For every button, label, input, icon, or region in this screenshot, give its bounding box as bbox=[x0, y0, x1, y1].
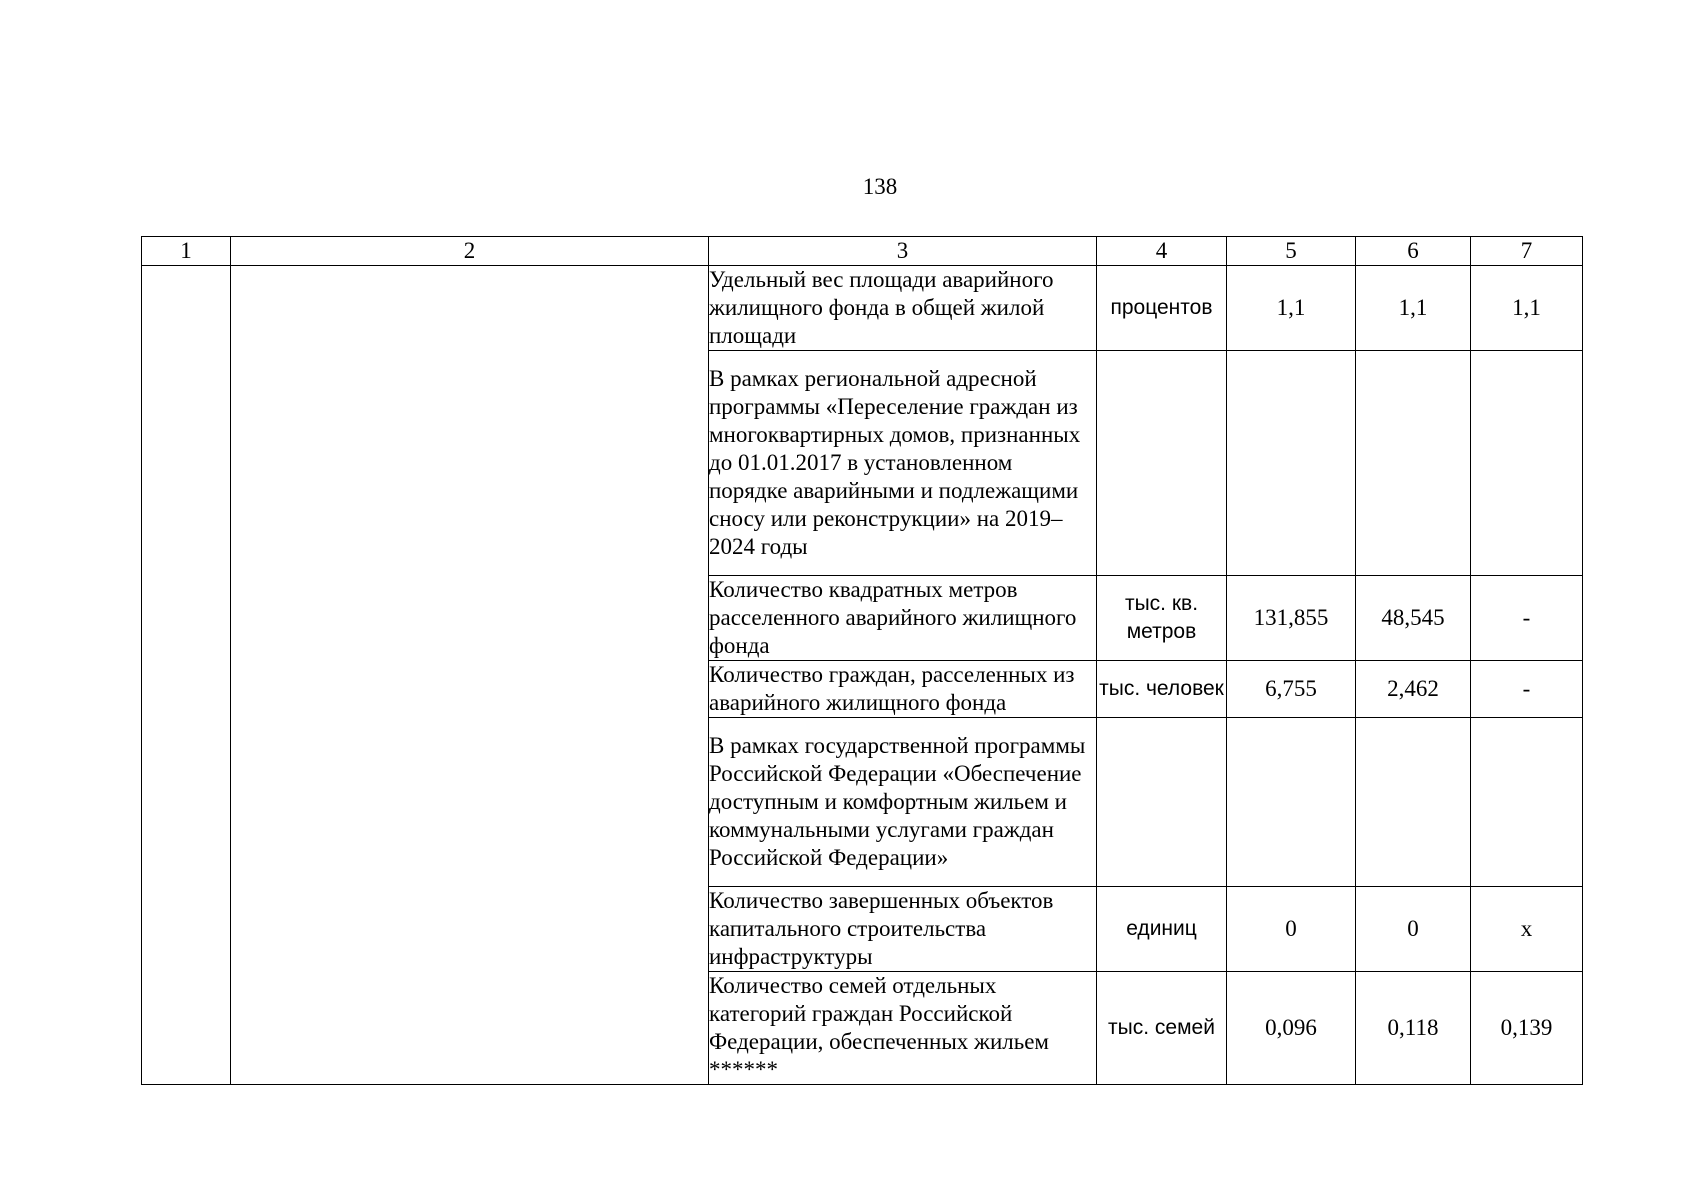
indicator-unit: тыс. кв. метров bbox=[1097, 576, 1227, 661]
value-col7 bbox=[1471, 351, 1583, 576]
header-cell-2: 2 bbox=[231, 237, 709, 266]
value-col6: 1,1 bbox=[1356, 266, 1471, 351]
indicator-unit: единиц bbox=[1097, 887, 1227, 972]
value-col7: - bbox=[1471, 661, 1583, 718]
indicator-description: Количество граждан, расселенных из аварийного жилищного фонда bbox=[709, 661, 1097, 718]
value-col5: 0 bbox=[1227, 887, 1356, 972]
indicator-unit bbox=[1097, 351, 1227, 576]
indicator-description: Количество квадратных метров расселенного аварийного жилищного фонда bbox=[709, 576, 1097, 661]
value-col5: 0,096 bbox=[1227, 972, 1356, 1085]
value-col6 bbox=[1356, 351, 1471, 576]
table-row bbox=[142, 266, 1583, 351]
indicator-description: Количество завершенных объектов капитального строительства инфраструктуры bbox=[709, 887, 1097, 972]
value-col7: - bbox=[1471, 576, 1583, 661]
value-col6: 0,118 bbox=[1356, 972, 1471, 1085]
value-col6: 48,545 bbox=[1356, 576, 1471, 661]
value-col6: 2,462 bbox=[1356, 661, 1471, 718]
value-col7: х bbox=[1471, 887, 1583, 972]
value-col7 bbox=[1471, 718, 1583, 887]
value-col6: 0 bbox=[1356, 887, 1471, 972]
page-number: 138 bbox=[862, 174, 898, 199]
indicator-description: Удельный вес площади аварийного жилищного фонда в общей жилой площади bbox=[709, 266, 1097, 351]
header-cell-1: 1 bbox=[142, 237, 231, 266]
header-cell-5: 5 bbox=[1227, 237, 1356, 266]
indicator-unit: тыс. человек bbox=[1097, 661, 1227, 718]
value-col7: 0,139 bbox=[1471, 972, 1583, 1085]
value-col7: 1,1 bbox=[1471, 266, 1583, 351]
indicator-table bbox=[141, 236, 1583, 1085]
section-heading: В рамках государственной программы Российской Федерации «Обеспечение доступным и комфортным жильем и коммунальными услугами граждан Российской Федерации» bbox=[709, 718, 1097, 887]
header-cell-4: 4 bbox=[1097, 237, 1227, 266]
header-row bbox=[142, 237, 1583, 266]
value-col5 bbox=[1227, 718, 1356, 887]
section-heading: В рамках региональной адресной программы «Переселение граждан из многоквартирных домов, признанных до 01.01.2017 в установленном порядке аварийными и подлежащими сносу или реконструкции» на 2019–2024 годы bbox=[709, 351, 1097, 576]
merged-cell-col1 bbox=[142, 266, 231, 1085]
value-col5: 6,755 bbox=[1227, 661, 1356, 718]
value-col5 bbox=[1227, 351, 1356, 576]
indicator-unit: процентов bbox=[1097, 266, 1227, 351]
indicator-description: Количество семей отдельных категорий граждан Российской Федерации, обеспеченных жильем ****** bbox=[709, 972, 1097, 1085]
value-col5: 1,1 bbox=[1227, 266, 1356, 351]
header-cell-6: 6 bbox=[1356, 237, 1471, 266]
header-cell-3: 3 bbox=[709, 237, 1097, 266]
merged-cell-col2 bbox=[231, 266, 709, 1085]
indicator-unit bbox=[1097, 718, 1227, 887]
indicator-unit: тыс. семей bbox=[1097, 972, 1227, 1085]
header-cell-7: 7 bbox=[1471, 237, 1583, 266]
value-col6 bbox=[1356, 718, 1471, 887]
value-col5: 131,855 bbox=[1227, 576, 1356, 661]
